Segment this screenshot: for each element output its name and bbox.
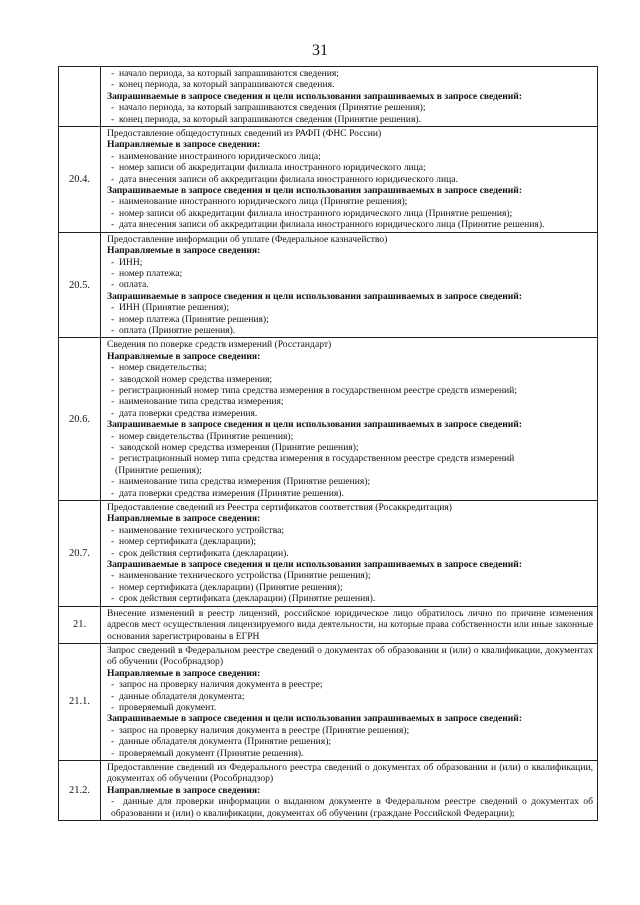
table-row	[59, 606, 598, 643]
row-title: Предоставление сведений из Реестра сертификатов соответствия (Росаккредитация)	[107, 502, 452, 514]
list-item: - срок действия сертификата (декларации).	[111, 547, 289, 559]
row-content	[101, 606, 598, 643]
list-item: - ИНН (Принятие решения);	[111, 302, 230, 314]
list-item: - номер записи об аккредитации филиала иностранного юридического лица;	[111, 162, 426, 174]
list-item: - дата внесения записи об аккредитации филиала иностранного юридического лица.	[111, 173, 458, 185]
section-heading: Направляемые в запросе сведения:	[107, 245, 261, 257]
licensing-info-table	[58, 66, 598, 821]
list-item: - конец периода, за который запрашиваются сведения (Принятие решения).	[111, 113, 421, 125]
section-heading: Запрашиваемые в запросе сведения и цели использования запрашиваемых в запросе сведений:	[107, 185, 523, 197]
table-row	[59, 67, 598, 127]
list-item: - данные обладателя документа (Принятие решения);	[111, 736, 332, 748]
row-content	[101, 501, 598, 607]
section-heading: Запрашиваемые в запросе сведения и цели использования запрашиваемых в запросе сведений:	[107, 713, 523, 725]
section-heading: Направляемые в запросе сведения:	[107, 667, 261, 679]
list-item: - начало периода, за который запрашиваются сведения (Принятие решения);	[111, 102, 426, 114]
row-number	[59, 67, 101, 127]
row-title: Предоставление общедоступных сведений из РАФП (ФНС России)	[107, 128, 382, 140]
table-body	[59, 67, 598, 821]
list-item: - номер свидетельства;	[111, 362, 207, 374]
row-number: 20.7.	[59, 501, 101, 607]
list-item-continuation: (Принятие решения);	[115, 464, 202, 476]
list-item: - номер свидетельства (Принятие решения);	[111, 430, 294, 442]
row-number: 21.1.	[59, 643, 101, 760]
list-item: - наименование иностранного юридического лица;	[111, 150, 321, 162]
row-content	[101, 232, 598, 338]
list-item: - начало периода, за который запрашиваются сведения;	[111, 68, 339, 79]
list-item: - запрос на проверку наличия документа в реестре (Принятие решения);	[111, 724, 410, 736]
list-item: - дата внесения записи об аккредитации филиала иностранного юридического лица (Принятие решения).	[111, 219, 545, 231]
list-item: - заводской номер средства измерения (Принятие решения);	[111, 442, 359, 453]
section-heading: Запрашиваемые в запросе сведения и цели использования запрашиваемых в запросе сведений:	[107, 90, 523, 102]
list-item: - номер сертификата (декларации);	[111, 536, 257, 548]
section-heading: Запрашиваемые в запросе сведения и цели использования запрашиваемых в запросе сведений:	[107, 419, 523, 431]
row-number: 21.2.	[59, 760, 101, 820]
table-row	[59, 760, 598, 820]
list-item: - наименование технического устройства;	[111, 524, 285, 536]
list-item: - регистрационный номер типа средства измерения в государственном реестре средств измерений;	[111, 384, 517, 396]
list-item: - номер платежа;	[111, 267, 183, 279]
row-number: 21.	[59, 606, 101, 643]
table-row	[59, 501, 598, 607]
list-item: - номер записи об аккредитации филиала иностранного юридического лица (Принятие решения);	[111, 207, 513, 219]
row-title: Сведения по поверке средств измерений (Росстандарт)	[107, 339, 332, 351]
row-title: Предоставление информации об уплате (Федеральное казначейство)	[107, 233, 388, 245]
table-row	[59, 127, 598, 233]
list-item: - запрос на проверку наличия документа в реестре;	[111, 679, 323, 691]
row-number: 20.4.	[59, 127, 101, 233]
list-item: - проверяемый документ.	[111, 701, 217, 713]
list-item: - дата поверки средства измерения (Принятие решения).	[111, 487, 344, 499]
row-content	[101, 338, 598, 501]
row-title: Запрос сведений в Федеральном реестре сведений о документах об образовании и (или) о квалификации, документах об обучении (Рособрнадзор)	[107, 644, 593, 668]
list-item: - данные обладателя документа;	[111, 690, 245, 702]
list-item: - данные для проверки информации о выданном документе в Федеральном реестре сведений о документах об образовании и (или) о квалификации, документах об обучении (граждане Российской Федерации);	[111, 796, 593, 819]
list-item: - срок действия сертификата (декларации) (Принятие решения).	[111, 593, 376, 605]
section-heading: Направляемые в запросе сведения:	[107, 784, 261, 796]
row-content	[101, 127, 598, 233]
list-item: - наименование типа средства измерения;	[111, 396, 284, 408]
row-content	[101, 643, 598, 760]
list-item: - оплата (Принятие решения).	[111, 324, 236, 336]
row-title: Предоставление сведений из Федерального реестра сведений о документах об образовании и (или) о квалификации, документах об обучении (Рособрнадзор)	[107, 761, 593, 785]
list-item: - наименование типа средства измерения (Принятие решения);	[111, 476, 371, 488]
section-heading: Направляемые в запросе сведения:	[107, 513, 261, 525]
list-item: - ИНН;	[111, 256, 143, 268]
row-number: 20.6.	[59, 338, 101, 501]
list-item: - оплата.	[111, 279, 149, 291]
section-heading: Запрашиваемые в запросе сведения и цели использования запрашиваемых в запросе сведений:	[107, 290, 523, 302]
section-heading: Направляемые в запросе сведения:	[107, 350, 261, 362]
section-heading: Направляемые в запросе сведения:	[107, 139, 261, 151]
list-item: - проверяемый документ (Принятие решения).	[111, 747, 304, 759]
list-item: - регистрационный номер типа средства измерения в государственном реестре средств измерений	[111, 453, 515, 465]
list-item: - заводской номер средства измерения;	[111, 373, 273, 385]
list-item: - конец периода, за который запрашиваются сведения.	[111, 79, 335, 91]
list-item: - номер платежа (Принятие решения);	[111, 313, 269, 325]
list-item: - дата поверки средства измерения.	[111, 407, 258, 419]
table-row	[59, 338, 598, 501]
row-content	[101, 760, 598, 820]
page-number: 31	[312, 42, 328, 59]
row-number: 20.5.	[59, 232, 101, 338]
row-content	[101, 67, 598, 127]
section-heading: Запрашиваемые в запросе сведения и цели использования запрашиваемых в запросе сведений:	[107, 559, 523, 571]
table-row	[59, 232, 598, 338]
row-title: Внесение изменений в реестр лицензий, российское юридическое лицо обратилось лично по причине изменения адресов мест осуществления лицензируемого вида деятельности, на которые права собственности или иные законные основания зарегистрированы в ЕГРН	[107, 607, 593, 642]
list-item: - номер сертификата (декларации) (Принятие решения);	[111, 581, 343, 593]
list-item: - наименование технического устройства (Принятие решения);	[111, 570, 371, 582]
table-row	[59, 643, 598, 760]
list-item: - наименование иностранного юридического лица (Принятие решения);	[111, 196, 408, 208]
